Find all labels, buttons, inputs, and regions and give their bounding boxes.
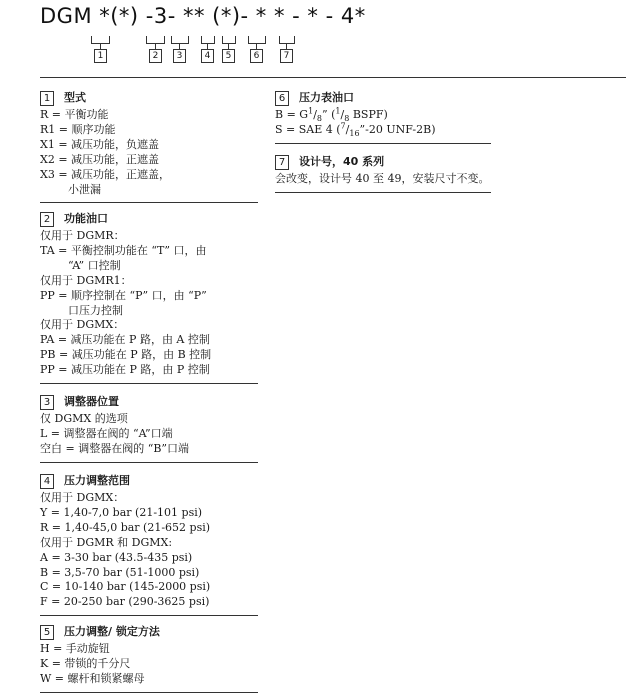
section-header	[40, 91, 258, 106]
option-group-label: 仅用于 DGMX：	[40, 491, 125, 504]
section-pressure-range	[40, 474, 258, 616]
option-line: R = 1,40-45,0 bar (21-652 psi)	[40, 520, 211, 534]
option-line: 空白 = 调整器在阀的 “B”口端	[40, 441, 190, 455]
section-regulator-position	[40, 395, 258, 463]
option-text: BSPF)	[349, 108, 388, 121]
section-rule	[40, 383, 258, 384]
option-text: S = SAE 4 (	[275, 122, 341, 136]
option-line: R1 = 顺序功能	[40, 122, 116, 136]
section-number: 5	[40, 625, 54, 640]
section-rule	[40, 462, 258, 463]
code-bracket-4	[201, 36, 215, 44]
header-rule	[40, 77, 626, 78]
option-group-label: 仅用于 DGMR：	[40, 229, 125, 242]
section-header	[275, 155, 491, 170]
option-line: Y = 1,40-7,0 bar (21-101 psi)	[40, 505, 203, 519]
section-rule	[275, 143, 491, 144]
code-bracket-5	[222, 36, 236, 44]
option-line-s	[275, 123, 491, 138]
section-gauge-port	[275, 91, 491, 144]
code-box-4: 4	[201, 49, 214, 63]
section-design-number	[275, 155, 491, 193]
code-bracket-6	[248, 36, 266, 44]
option-line: PB = 减压功能在 P 路，由 B 控制	[40, 348, 212, 362]
option-line: X1 = 减压功能，负遮盖	[40, 137, 160, 151]
option-line: X3 = 减压功能，正遮盖，	[40, 167, 171, 181]
section-type	[40, 91, 258, 203]
option-line: B = 3,5-70 bar (51-1000 psi)	[40, 565, 200, 579]
section-header	[40, 625, 258, 640]
option-text: ”-20 UNF-2B)	[359, 122, 436, 136]
option-line-b	[275, 108, 491, 123]
fraction-numerator: 1	[335, 106, 341, 116]
option-line: R = 平衡功能	[40, 108, 109, 121]
section-header	[275, 91, 491, 106]
section-rule	[40, 615, 258, 616]
section-title: 型式	[64, 91, 86, 105]
option-line: PA = 减压功能在 P 路，由 A 控制	[40, 333, 210, 347]
section-title: 压力调整范围	[64, 474, 130, 488]
fraction-denominator: 8	[316, 114, 322, 124]
fraction-slash: /	[340, 108, 345, 121]
section-title: 设计号，40 系列	[299, 155, 385, 169]
section-title: 压力表油口	[299, 91, 354, 105]
code-box-2: 2	[149, 49, 162, 63]
fraction-denominator: 16	[349, 129, 360, 139]
code-bracket-7	[279, 36, 295, 44]
section-header	[40, 474, 258, 489]
code-bracket-3	[171, 36, 189, 44]
option-line: W = 螺杆和锁紧螺母	[40, 671, 145, 685]
section-number: 3	[40, 395, 54, 410]
option-line: L = 调整器在阀的 “A”口端	[40, 426, 173, 440]
option-group-label: 仅用于 DGMR 和 DGMX:	[40, 535, 173, 549]
section-title: 调整器位置	[64, 395, 119, 409]
option-line-continued: 口压力控制	[68, 303, 123, 317]
section-number: 6	[275, 91, 289, 106]
option-line: C = 10-140 bar (145-2000 psi)	[40, 580, 211, 594]
fraction-denominator: 8	[344, 114, 350, 124]
fraction-slash: /	[345, 122, 350, 136]
fraction-numerator: 1	[308, 106, 314, 116]
section-function-port	[40, 212, 258, 384]
option-group-label: 仅用于 DGMR1：	[40, 273, 132, 287]
code-box-6: 6	[250, 49, 263, 63]
model-code: DGM *(*) -3- ** (*)- * * - * - 4*	[40, 4, 366, 28]
section-number: 2	[40, 212, 54, 227]
option-line: PP = 顺序控制在 “P” 口，由 “P”	[40, 288, 207, 302]
fraction-slash: /	[313, 108, 317, 121]
option-line: A = 3-30 bar (43.5-435 psi)	[40, 550, 193, 564]
option-text: ” (	[322, 108, 336, 121]
section-rule	[40, 202, 258, 203]
section-title: 功能油口	[64, 212, 108, 226]
option-group-label: 仅用于 DGMX：	[40, 318, 125, 332]
section-number: 1	[40, 91, 54, 106]
option-line: F = 20-250 bar (290-3625 psi)	[40, 595, 210, 609]
code-box-7: 7	[280, 49, 293, 63]
code-box-3: 3	[173, 49, 186, 63]
option-text: B = G	[275, 108, 309, 121]
option-line: PP = 减压功能在 P 路，由 P 控制	[40, 363, 210, 377]
section-header	[40, 395, 258, 410]
option-line-continued: 小泄漏	[68, 182, 101, 196]
code-box-5: 5	[222, 49, 235, 63]
option-line-continued: “A” 口控制	[68, 258, 121, 272]
option-line: H = 手动旋钮	[40, 642, 110, 655]
option-line: 仅 DGMX 的选项	[40, 412, 128, 425]
option-line: X2 = 减压功能，正遮盖	[40, 152, 160, 166]
option-line: TA = 平衡控制功能在 “T” 口，由	[40, 243, 207, 257]
code-box-1: 1	[94, 49, 107, 63]
section-rule	[275, 192, 491, 193]
section-number: 7	[275, 155, 289, 170]
option-line: K = 带锁的千分尺	[40, 656, 131, 670]
option-line: 会改变，设计号 40 至 49，安装尺寸不变。	[275, 172, 490, 185]
section-title: 压力调整/ 锁定方法	[64, 625, 160, 639]
section-adjust-lock	[40, 625, 258, 693]
section-number: 4	[40, 474, 54, 489]
fraction-numerator: 7	[340, 121, 346, 131]
section-header	[40, 212, 258, 227]
